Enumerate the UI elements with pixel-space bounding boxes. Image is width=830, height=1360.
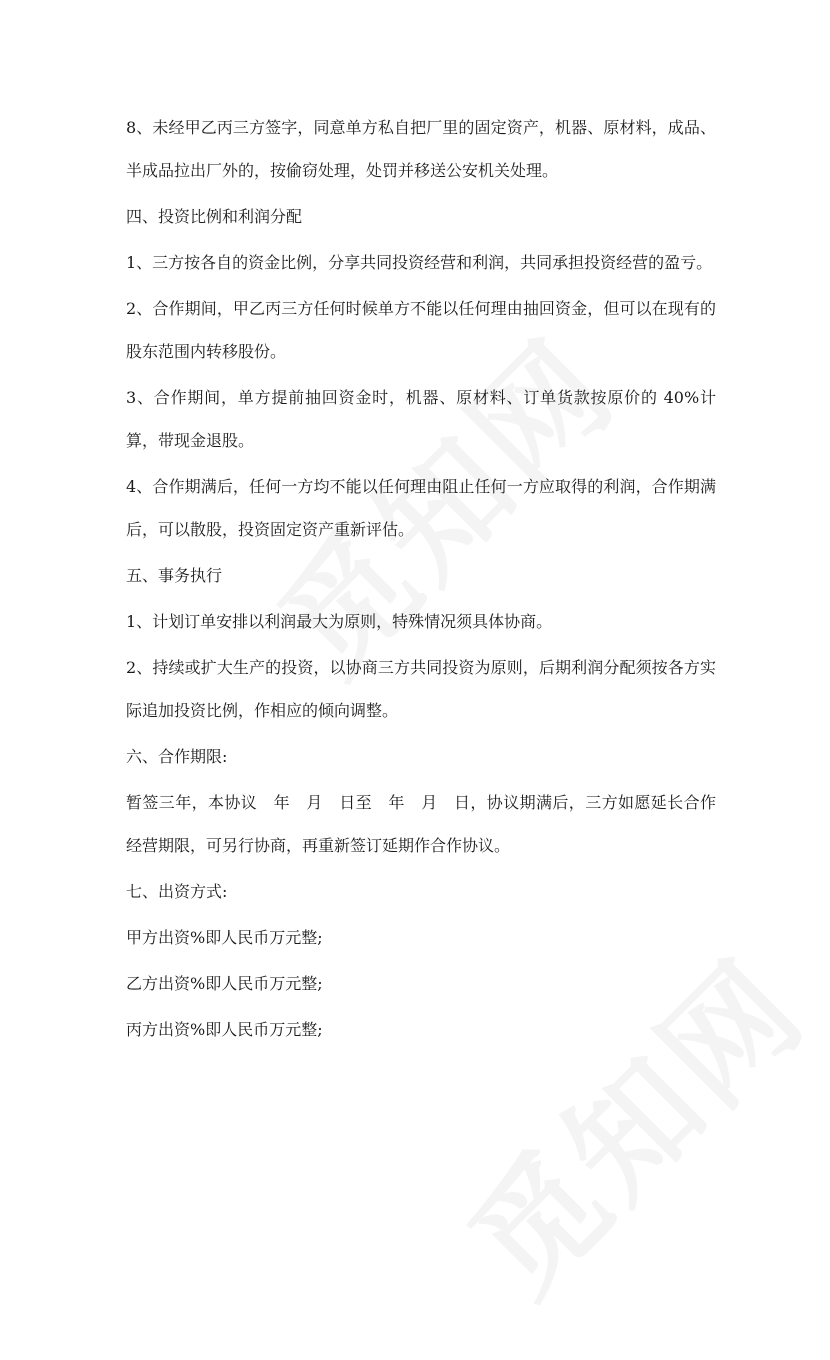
clause-term-end: 4、合作期满后，任何一方均不能以任何理由阻止任何一方应取得的利润，合作期满后，可以散股，投资固定资产重新评估。 xyxy=(126,477,716,539)
clause-early-withdrawal: 3、合作期间，单方提前抽回资金时，机器、原材料、订单货款按原价的 40%计算，带现金退股。 xyxy=(126,388,716,450)
clause-profit-sharing: 1、三方按各自的资金比例，分享共同投资经营和利润，共同承担投资经营的盈亏。 xyxy=(126,253,713,272)
clause-8-no-unilateral-removal: 8、未经甲乙丙三方签字，同意单方私自把厂里的固定资产，机器、原材料，成品、半成品拉出厂外的，按偷窃处理，处罚并移送公安机关处理。 xyxy=(126,118,716,180)
clause-expansion-investment: 2、持续或扩大生产的投资，以协商三方共同投资为原则，后期利润分配须按各方实际追加投资比例，作相应的倾向调整。 xyxy=(126,658,716,720)
clause-no-withdrawal: 2、合作期间，甲乙丙三方任何时候单方不能以任何理由抽回资金，但可以在现有的股东范围内转移股份。 xyxy=(126,299,716,361)
clause-term-duration: 暂签三年，本协议 年 月 日至 年 月 日，协议期满后，三方如愿延长合作经营期限，可另行协商，再重新签订延期作合作协议。 xyxy=(126,793,716,855)
contribution-party-a: 甲方出资%即人民币万元整; xyxy=(126,928,323,947)
section-heading-term: 六、合作期限: xyxy=(126,747,228,766)
contribution-party-c: 丙方出资%即人民币万元整; xyxy=(126,1020,323,1039)
contribution-party-b: 乙方出资%即人民币万元整; xyxy=(126,974,323,993)
document-body xyxy=(126,106,716,1054)
section-heading-investment-profit: 四、投资比例和利润分配 xyxy=(126,207,303,226)
section-heading-contribution: 七、出资方式: xyxy=(126,882,228,901)
section-heading-execution: 五、事务执行 xyxy=(126,566,223,585)
clause-order-planning: 1、计划订单安排以利润最大为原则，特殊情况须具体协商。 xyxy=(126,612,553,631)
